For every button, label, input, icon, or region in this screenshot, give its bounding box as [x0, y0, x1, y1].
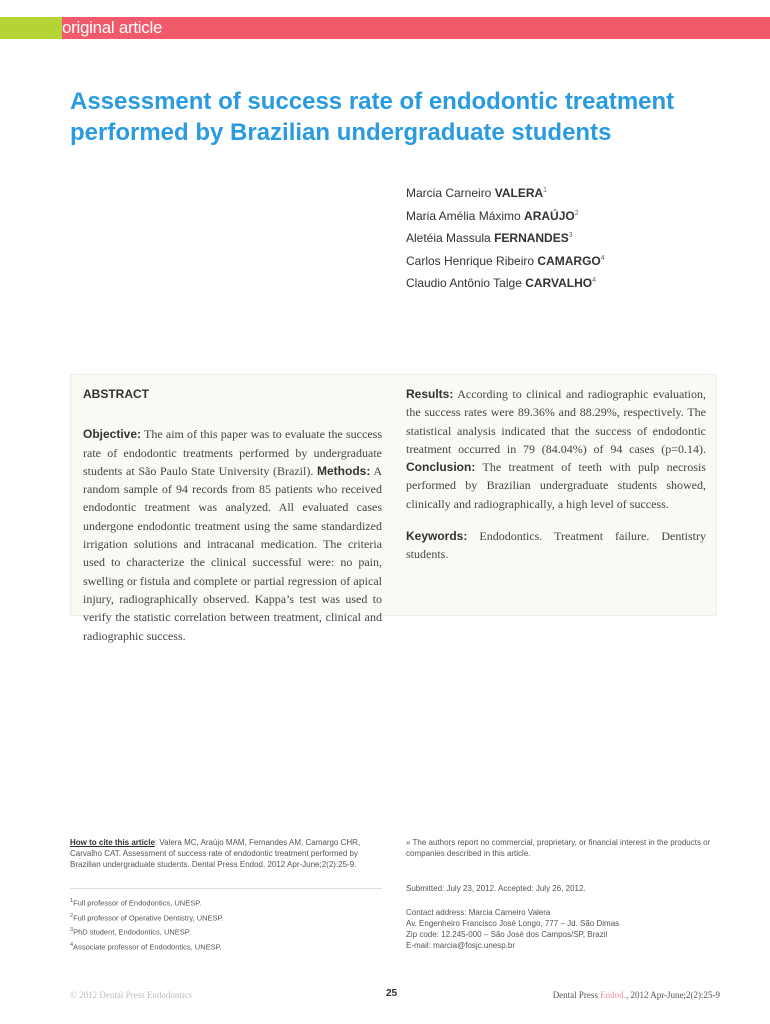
keywords-label: Keywords: — [406, 529, 468, 544]
article-type-banner — [0, 17, 770, 39]
contact-line: Contact address: Marcia Carneiro Valera — [406, 908, 551, 917]
contact-address — [406, 907, 716, 951]
affiliation-4: $^4$Associate professor of Endodontics, UNESP. — [70, 941, 222, 951]
article-title: Assessment of success rate of endodontic treatment performed by Brazilian undergraduate students — [70, 88, 675, 146]
methods-label: Methods: — [317, 463, 371, 478]
footer-copyright: © 2012 Dental Press Endodontics — [70, 990, 192, 1000]
keywords — [406, 527, 706, 564]
abstract-box — [70, 374, 717, 643]
abstract-right-column — [406, 385, 706, 564]
submission-dates: Submitted: July 23, 2012. Accepted: July 26, 2012. — [406, 884, 586, 893]
conclusion-label: Conclusion: — [406, 460, 476, 475]
affiliation-3: $^3$PhD student, Endodontics, UNESP. — [70, 927, 191, 937]
abstract-heading: ABSTRACT — [83, 387, 149, 401]
affiliation-2: $^2$Full professor of Operative Dentistry, UNESP. — [70, 912, 224, 922]
affiliation-list — [70, 895, 224, 953]
article-type-article: article — [118, 18, 163, 37]
contact-line: Zip code: 12.245-000 – São José dos Campos/SP, Brazil — [406, 930, 608, 939]
author-3: Aletéia Massula FERNANDES$^3$ — [406, 231, 573, 245]
objective-label: Objective: — [83, 427, 142, 442]
results-label: Results: — [406, 387, 454, 401]
conclusion-text: The treatment of teeth with pulp necrosis performed by Brazilian undergraduate students showed, clinically and radiographically, a high level of success. — [406, 460, 706, 511]
results-text: According to clinical and radiographic evaluation, the success rates were 89.36% and 88.29%, respectively. The statistical analysis indicated that the success of endodontic treatment occurred in 79 (84.04%) of 94 cases (p=0.14). — [406, 387, 706, 456]
footer-journal-ref: Dental Press Endod., 2012 Apr-June;2(2):25-9 — [552, 990, 720, 1000]
methods-text: A random sample of 94 records from 85 patients who received endodontic treatment was analyzed. All evaluated cases undergone endodontic treatment using the same standardized irrigation solutions and intracanal medication. The criteria used to characterize the clinical successful were: no pain, swelling or fistula and complete or partial regression of apical injury, radiographically observed. Kappa’s test was used to verify the statistic correlation between treatment, clinical and radiographic success. — [83, 463, 383, 643]
citation-text: : Valera MC, Araújo MAM, Fernandes AM, Camargo CHR, Carvalho CAT. Assessment of success rate of endodontic treatment performed by Brazilian undergraduate students. Dental Press Endod. 2012 Apr-June;2(2):25-9. — [70, 838, 361, 869]
citation-label: How to cite this article — [70, 838, 155, 847]
citation-note — [70, 837, 382, 870]
author-2: Maria Amélia Máximo ARAÚJO$^2$ — [406, 208, 579, 223]
article-type-tag — [62, 18, 162, 38]
footnote-divider — [70, 888, 382, 889]
disclosure-note: » The authors report no commercial, proprietary, or financial interest in the products or companies described in this article. — [406, 838, 711, 858]
author-5: Claudio Antônio Talge CARVALHO$^4$ — [406, 276, 597, 290]
contact-email: E-mail: marcia@fosjc.unesp.br — [406, 941, 516, 950]
article-type-original: original — [62, 18, 115, 37]
keywords-text: Endodontics. Treatment failure. Dentistry students. — [406, 529, 706, 562]
author-4: Carlos Henrique Ribeiro CAMARGO$^4$ — [406, 253, 605, 268]
page-number: 25 — [386, 988, 398, 999]
affiliation-1: $^1$Full professor of Endodontics, UNESP. — [70, 898, 202, 908]
author-list — [406, 181, 605, 294]
abstract-left-column — [83, 385, 382, 645]
objective-text: The aim of this paper was to evaluate the success rate of endodontic treatments performed by undergraduate students at São Paulo State University (Brazil). — [83, 427, 382, 478]
banner-accent-green — [0, 17, 62, 39]
banner-accent-red — [62, 17, 770, 39]
author-1: Marcia Carneiro VALERA$^1$ — [406, 186, 548, 200]
contact-line: Av. Engenheiro Francisco José Longo, 777 – Jd. São Dimas — [406, 919, 620, 928]
